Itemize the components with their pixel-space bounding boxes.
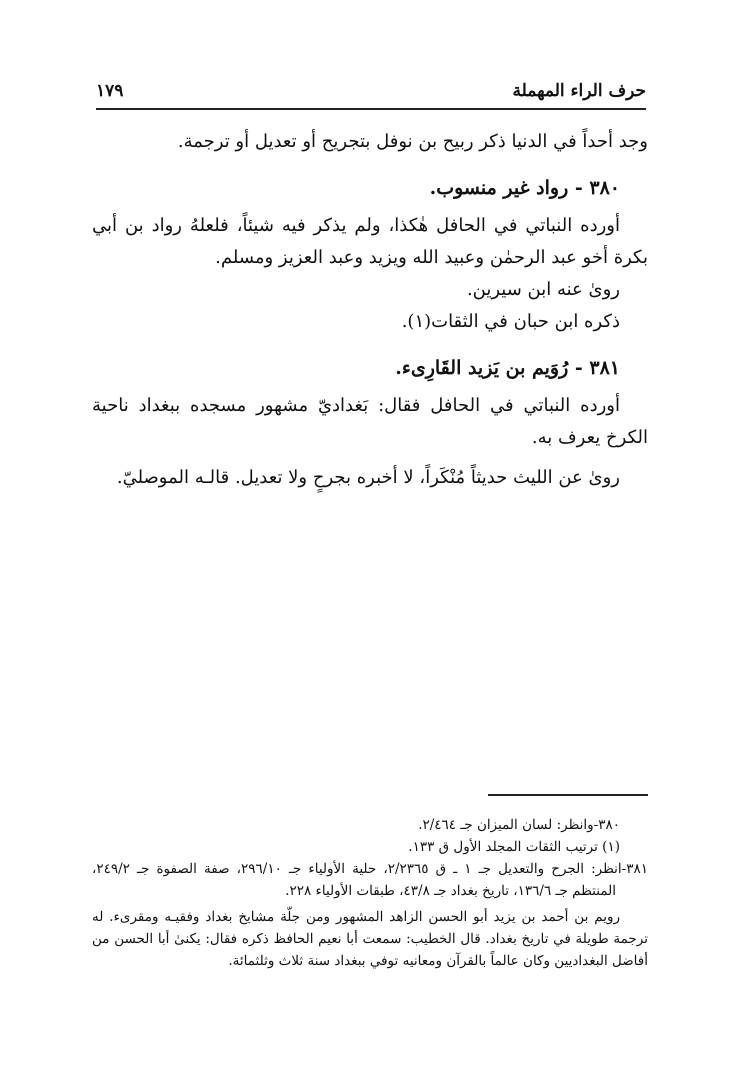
footnote-380: ٣٨٠-وانظر: لسان الميزان جـ ٢/٤٦٤. <box>418 817 620 833</box>
footnotes <box>92 814 648 972</box>
footnote-rule <box>488 794 648 796</box>
entry-380-narration: روىٰ عنه ابن سيرين. <box>466 279 620 300</box>
entry-381-title: ٣٨١ - رُوَيم بن يَزيد القَارِىء. <box>395 357 620 379</box>
paragraph-continuation: وجد أحداً في الدنيا ذكر ربيح بن نوفل بتجريح أو تعديل أو ترجمة. <box>177 131 648 152</box>
footnote-381-quote: رويم بن أحمد بن يزيد أبو الحسن الزاهد المشهور ومن جلّة مشايخ بغداد وفقيـه ومقرىء. له ترجمة طويلة في تاريخ بغداد. قال الخطيب: سمعت أبا نعيم الحافظ ذكره فقال: يكنىٰ أبا الحسن من أفاضل البغداديين وكان عالماً بالقرآن ومعانيه توفي ببغداد سنة ثلاث وثلثمائة. <box>92 909 648 969</box>
footnote-381: ٣٨١-انظر: الجرح والتعديل جـ ١ ـ ق ٢/٢٣٦٥، حلية الأولياء جـ ٢٩٦/١٠، صفة الصفوة جـ ٢٤٩/٢، المنتظم جـ ١٣٦/٦، تاريخ بغداد جـ ٤٣/٨، طبقات الأولياء ٢٢٨. <box>92 861 648 899</box>
entry-380-paragraph: أورده النباتي في الحافل هٰكذا، ولم يذكر فيه شيئاً، فلعلهُ رواد بن أبي بكرة أخو عبد الرحمٰن وعبيد الله ويزيد وعبد العزيز ومسلم. <box>92 215 648 268</box>
running-title: حرف الراء المهملة <box>512 81 646 101</box>
header-rule <box>96 108 646 110</box>
entry-381-narration: روىٰ عن الليث حديثاً مُنْكَراً، لا أخبره بجرحٍ ولا تعديل. قالـه الموصليّ. <box>116 467 620 488</box>
main-text <box>92 126 648 494</box>
entry-380-citation: ذكره ابن حبان في الثقات(١). <box>401 311 620 332</box>
footnote-1: (١) ترتيب الثقات المجلد الأول ق ١٣٣. <box>408 839 620 855</box>
page-number: ١٧٩ <box>96 81 124 101</box>
page-header <box>96 78 646 104</box>
entry-381-paragraph: أورده النباتي في الحافل فقال: بَغداديّ مشهور مسجده ببغداد ناحية الكرخ يعرف به. <box>92 395 648 448</box>
entry-380-title: ٣٨٠ - رواد غير منسوب. <box>429 177 620 199</box>
